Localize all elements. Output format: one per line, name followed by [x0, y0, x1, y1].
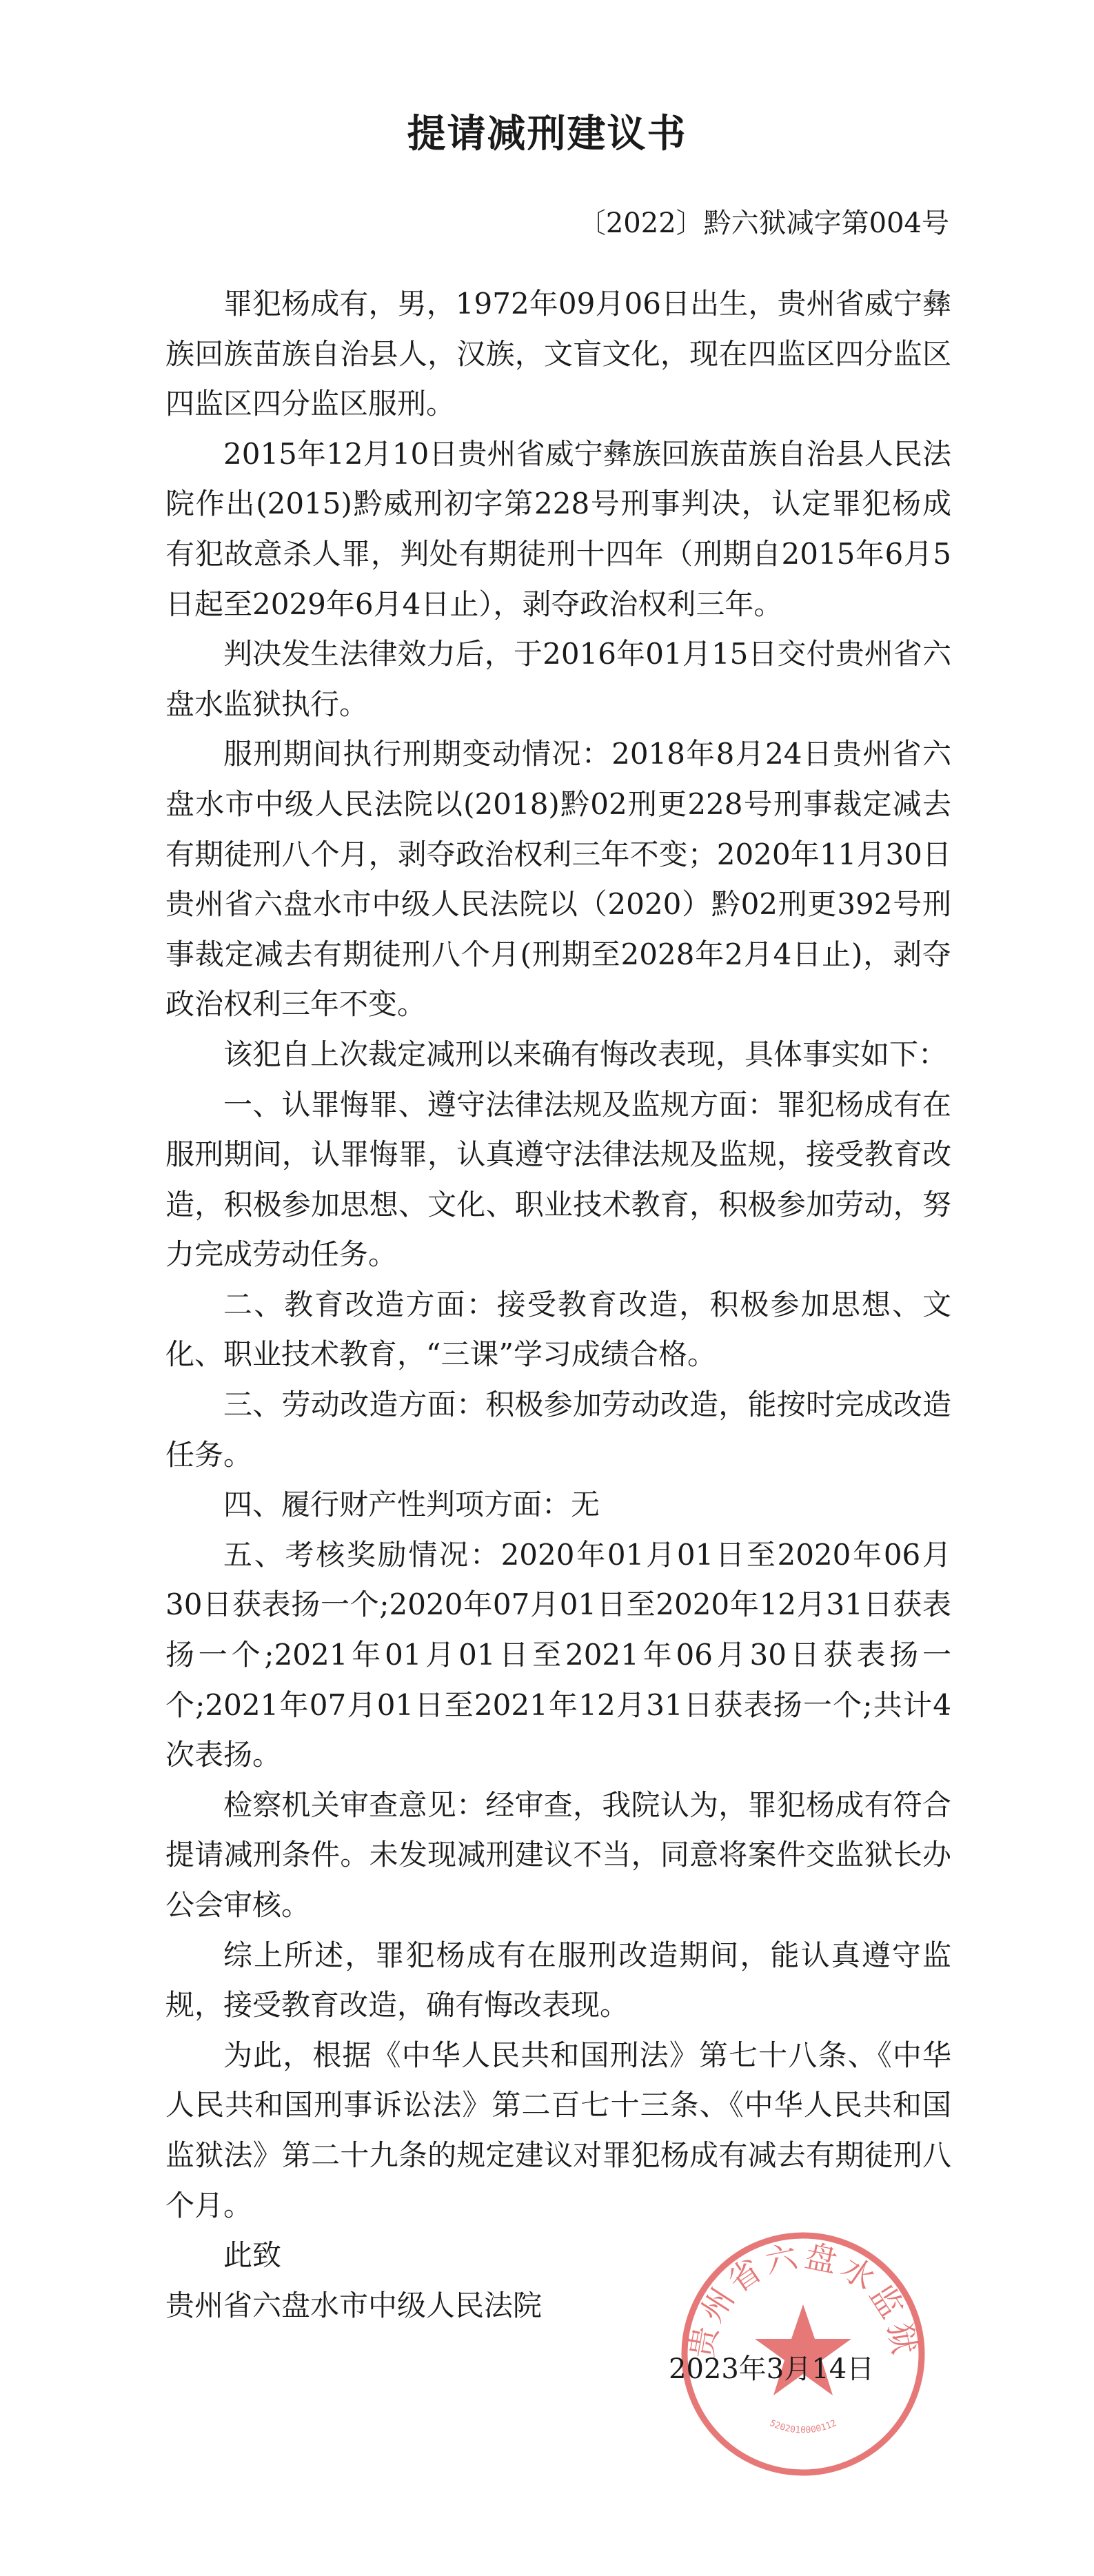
paragraph-facts-intro: 该犯自上次裁定减刑以来确有悔改表现，具体事实如下：	[223, 1037, 948, 1071]
seal-name: 贵州省六盘水监狱	[682, 2237, 924, 2362]
document-number: 〔2022〕黔六狱减字第004号	[578, 207, 949, 239]
seal-code: 5202010000112	[768, 2418, 838, 2436]
paragraph-legal-basis: 为此，根据《中华人民共和国刑法》第七十八条、《中华人民共和国刑事诉讼法》第二百七十三条、《中华人民共和国监狱法》第二十九条的规定建议对罪犯杨成有减去有期徒刑八个月。	[165, 2038, 951, 2222]
paragraph-personal-info: 罪犯杨成有，男，1972年09月06日出生，贵州省威宁彝族回族苗族自治县人，汉族，文盲文化，现在四监区四分监区四监区四分监区服刑。	[165, 287, 951, 421]
paragraph-sentence-changes: 服刑期间执行刑期变动情况：2018年8月24日贵州省六盘水市中级人民法院以(2018)黔02刑更228号刑事裁定减去有期徒刑八个月，剥夺政治权利三年不变；2020年11月30日贵州省六盘水市中级人民法院以（2020）黔02刑更392号刑事裁定减去有期徒刑八个月(刑期至2028年2月4日止)，剥夺政治权利三年不变。	[165, 737, 951, 1022]
recipient: 贵州省六盘水市中级人民法院	[165, 2288, 543, 2322]
paragraph-judgment: 2015年12月10日贵州省威宁彝族回族苗族自治县人民法院作出(2015)黔威刑初字第228号刑事判决，认定罪犯杨成有犯故意杀人罪，判处有期徒刑十四年（刑期自2015年6月5日起至2029年6月4日止），剥夺政治权利三年。	[165, 436, 951, 621]
paragraph-procuratorate-opinion: 检察机关审查意见：经审查，我院认为，罪犯杨成有符合提请减刑条件。未发现减刑建议不当，同意将案件交监狱长办公会审核。	[165, 1787, 951, 1922]
document-title: 提请减刑建议书	[407, 112, 687, 156]
document-body	[165, 279, 951, 2331]
svg-text:5202010000112	[768, 2418, 838, 2436]
paragraph-item-3: 三、劳动改造方面：积极参加劳动改造，能按时完成改造任务。	[165, 1388, 951, 1472]
paragraph-summary: 综上所述，罪犯杨成有在服刑改造期间，能认真遵守监规，接受教育改造，确有悔改表现。	[165, 1938, 951, 2022]
paragraph-item-4: 四、履行财产性判项方面：无	[223, 1488, 600, 1522]
paragraph-item-2: 二、教育改造方面：接受教育改造，积极参加思想、文化、职业技术教育，“三课”学习成绩合格。	[165, 1287, 951, 1372]
signature-date: 2023年3月14日	[669, 2353, 875, 2385]
paragraph-salutation: 此致	[223, 2238, 282, 2273]
paragraph-item-5: 五、考核奖励情况：2020年01月01日至2020年06月30日获表扬一个;2020年07月01日至2020年12月31日获表扬一个;2021年01月01日至2021年06月30日获表扬一个;2021年07月01日至2021年12月31日获表扬一个;共计4次表扬。	[165, 1537, 951, 1772]
paragraph-execution: 判决发生法律效力后，于2016年01月15日交付贵州省六盘水监狱执行。	[165, 637, 951, 721]
paragraph-item-1: 一、认罪悔罪、遵守法律法规及监规方面：罪犯杨成有在服刑期间，认罪悔罪，认真遵守法律法规及监规，接受教育改造，积极参加思想、文化、职业技术教育，积极参加劳动，努力完成劳动任务。	[165, 1087, 951, 1272]
